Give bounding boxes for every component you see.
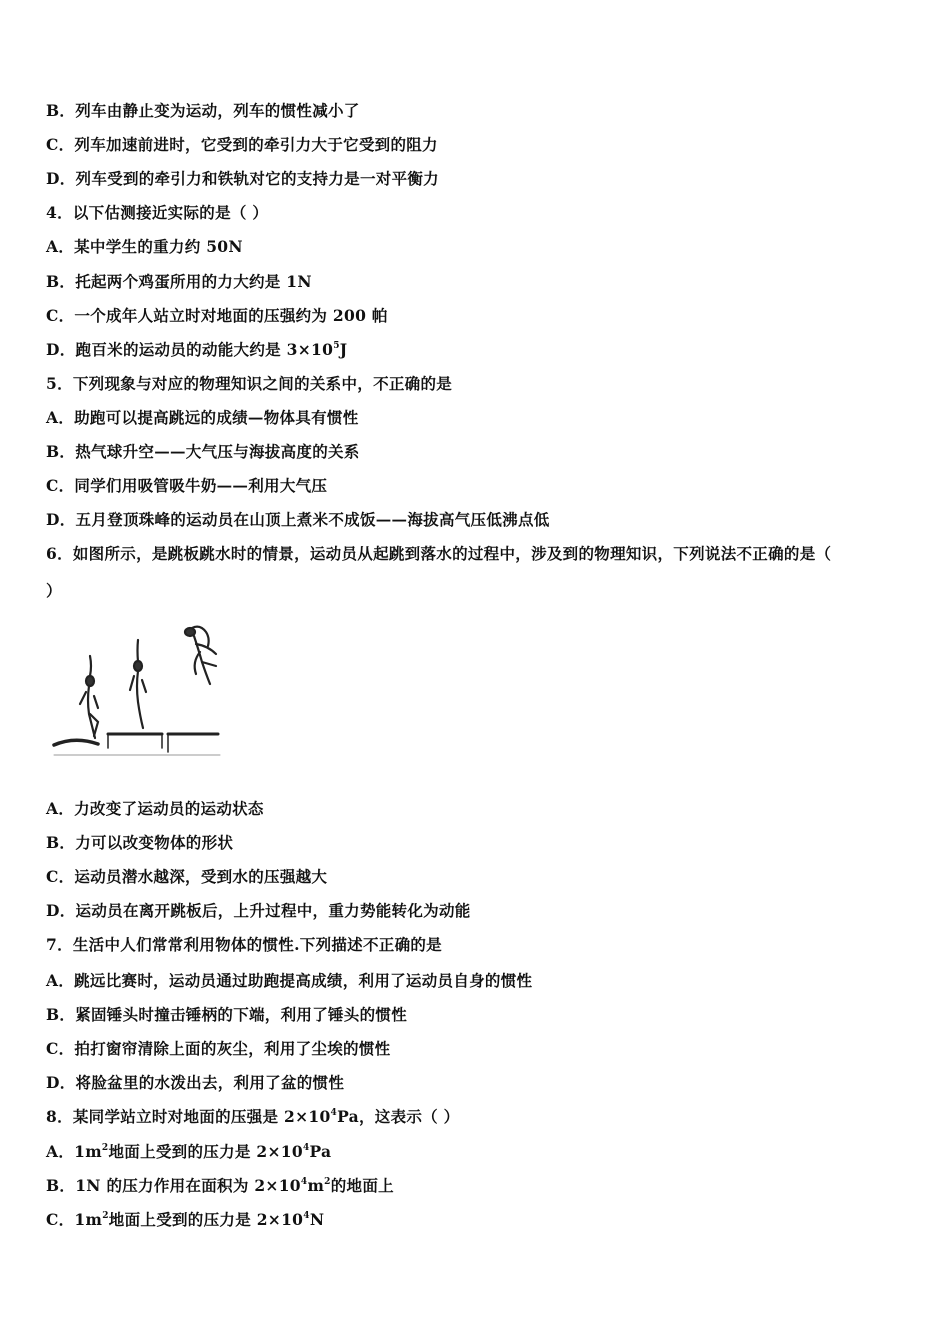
springboard-icon	[54, 734, 220, 755]
q7-stem: 7．生活中人们常常利用物体的惯性.下列描述不正确的是	[46, 935, 442, 954]
diving-figure	[50, 618, 225, 763]
diver-flight-icon	[185, 627, 216, 684]
q6-option-b: B．力可以改变物体的形状	[46, 833, 234, 852]
diver-takeoff-icon	[80, 656, 98, 738]
q4-option-d: D．跑百米的运动员的动能大约是 $3\times 10^5J$	[46, 340, 348, 359]
q3-option-d: D．列车受到的牵引力和铁轨对它的支持力是一对平衡力	[46, 169, 439, 188]
q5-stem: 5．下列现象与对应的物理知识之间的关系中，不正确的是	[46, 374, 453, 393]
q6-option-a: A．力改变了运动员的运动状态	[46, 799, 264, 818]
q7-option-d: D．将脸盆里的水泼出去，利用了盆的惯性	[46, 1073, 345, 1092]
q6-option-d: D．运动员在离开跳板后，上升过程中，重力势能转化为动能	[46, 901, 471, 920]
q5-option-a: A．助跑可以提高跳远的成绩—物体具有惯性	[46, 408, 359, 427]
q7-option-c: C．拍打窗帘清除上面的灰尘，利用了尘埃的惯性	[46, 1039, 391, 1058]
q7-option-a: A．跳远比赛时，运动员通过助跑提高成绩，利用了运动员自身的惯性	[46, 971, 533, 990]
q8-option-a: A．$1m^2$地面上受到的压力是 $2\times 10^4Pa$	[46, 1142, 332, 1161]
q3-option-b: B．列车由静止变为运动，列车的惯性减小了	[46, 101, 360, 120]
q6-stem: 6．如图所示，是跳板跳水时的情景，运动员从起跳到落水的过程中，涉及到的物理知识，下列说法不正确的是（	[46, 544, 832, 563]
q8-option-b: B．1N 的压力作用在面积为 $2\times 10^4m^2$的地面上	[46, 1176, 394, 1195]
q8-stem: 8．某同学站立时对地面的压强是 $2\times 10^4Pa$，这表示（ ）	[46, 1107, 460, 1126]
q5-option-b: B．热气球升空——大气压与海拔高度的关系	[46, 442, 360, 461]
diver-jump-icon	[130, 640, 146, 728]
q4-stem: 4．以下估测接近实际的是（ ）	[46, 203, 269, 222]
q4-option-b: B．托起两个鸡蛋所用的力大约是 1N	[46, 272, 312, 291]
q6-stem-end: ）	[46, 581, 62, 600]
q4-option-c: C．一个成年人站立时对地面的压强约为 200 帕	[46, 306, 388, 325]
q5-option-d: D．五月登顶珠峰的运动员在山顶上煮米不成饭——海拔高气压低沸点低	[46, 510, 550, 529]
q8-option-c: C．$1m^2$地面上受到的压力是 $2\times 10^4N$	[46, 1210, 325, 1229]
q3-option-c: C．列车加速前进时，它受到的牵引力大于它受到的阻力	[46, 135, 438, 154]
q6-option-c: C．运动员潜水越深，受到水的压强越大	[46, 867, 328, 886]
q7-option-b: B．紧固锤头时撞击锤柄的下端，利用了锤头的惯性	[46, 1005, 408, 1024]
q4-option-a: A．某中学生的重力约 50N	[46, 237, 243, 256]
q5-option-c: C．同学们用吸管吸牛奶——利用大气压	[46, 476, 328, 495]
